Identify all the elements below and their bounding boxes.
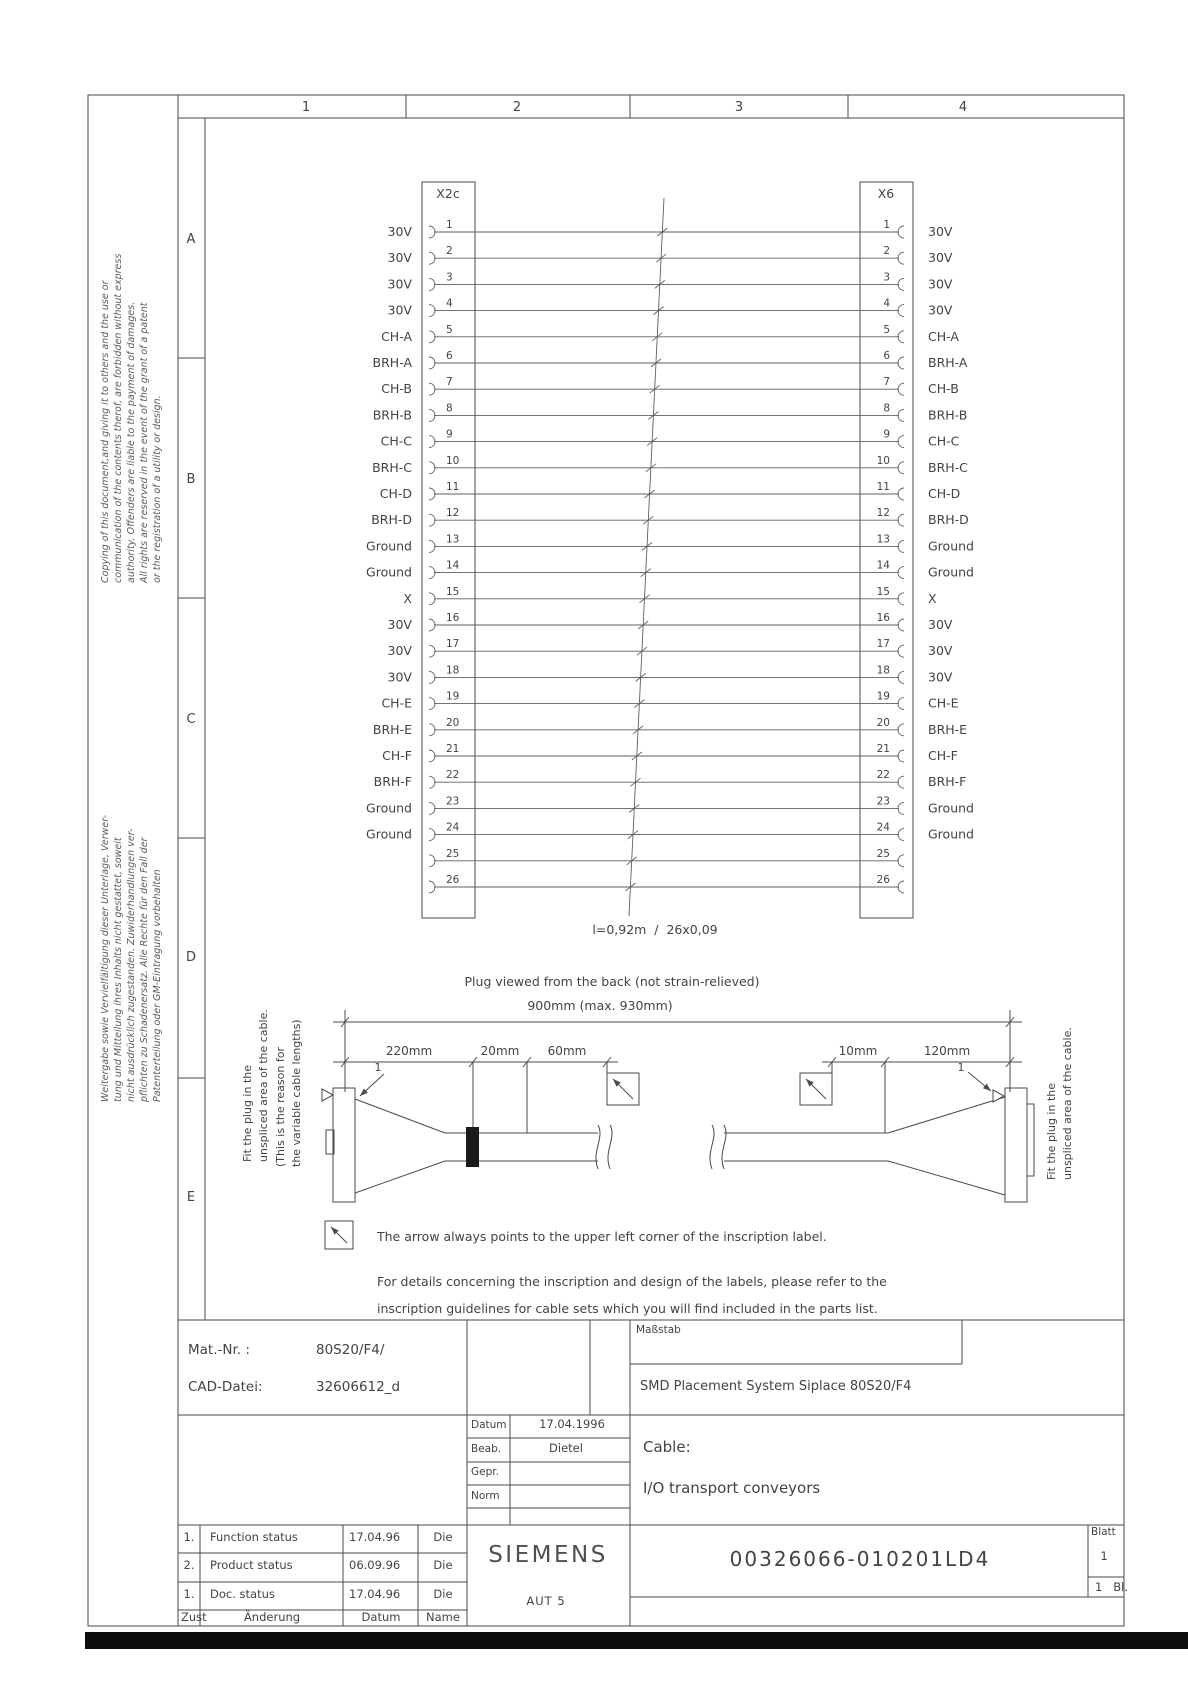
pin-row-7 — [381, 376, 959, 396]
pin-row-16 — [388, 612, 953, 632]
legal-line: All rights are reserved in the event of the grant of a patent — [139, 302, 150, 583]
revision-name: Die — [433, 1558, 453, 1572]
label-arrow-icon — [806, 1079, 826, 1099]
pin-number-right: 18 — [876, 664, 890, 677]
revision-date: 06.09.96 — [349, 1558, 401, 1572]
connector-name-x6: X6 — [877, 186, 895, 201]
connector-boxes — [422, 182, 913, 918]
dimension-label-120mm: 120mm — [923, 1044, 971, 1058]
side-note-line: Fit the plug in the — [241, 1064, 254, 1162]
pin-row-2 — [388, 245, 953, 265]
signal-label-right: BRH-A — [928, 355, 968, 370]
signal-label-left: X — [403, 590, 412, 606]
legal-line: Weitergabe sowie Vervielfältigung dieser Unterlage, Verwer- — [100, 814, 111, 1102]
pin-number-left: 18 — [446, 664, 460, 677]
field-label-beab: Beab. — [471, 1443, 502, 1455]
signal-label-left: Ground — [366, 800, 412, 816]
signal-label-left: Ground — [366, 826, 412, 842]
cable-marker-band — [466, 1127, 479, 1167]
revision-header-name: Name — [426, 1610, 460, 1624]
signal-label-right: BRH-B — [928, 407, 968, 423]
right-orientation-triangle-icon — [993, 1090, 1004, 1102]
pin-number-right: 5 — [883, 323, 890, 336]
signal-label-right: X — [928, 590, 937, 606]
grid-row-label: E — [186, 1190, 196, 1205]
legal-line: pflichten zu Schadenersatz. Alle Rechte für den Fall der — [139, 837, 150, 1102]
pin-number-right: 6 — [883, 350, 890, 362]
pin-row-3 — [388, 271, 953, 291]
signal-label-right: 30V — [928, 669, 953, 685]
dimensioning — [333, 1010, 1022, 1133]
field-value-beab: Dietel — [549, 1441, 583, 1455]
cable-break-squiggle — [710, 1125, 714, 1169]
side-note-line: the variable cable lengths) — [289, 1019, 303, 1167]
pin-number-left: 24 — [446, 821, 460, 834]
signal-label-left: CH-B — [381, 381, 412, 397]
plug-view-note: Plug viewed from the back (not strain-relieved) — [464, 974, 760, 989]
pin-number-right: 10 — [876, 454, 890, 467]
wire-spec-note: l=0,92m / 26x0,09 — [592, 922, 718, 937]
signal-label-right: Ground — [928, 800, 974, 816]
connector-x6-box — [860, 182, 913, 918]
pin-row-6 — [373, 350, 968, 370]
page-edge-bar — [85, 1632, 1188, 1649]
pin-row-17 — [388, 638, 953, 658]
pin-number-left: 3 — [446, 271, 453, 284]
side-note-left-reason — [273, 1019, 304, 1167]
mat-nr-value: 80S20/F4/ — [316, 1342, 385, 1358]
sheet-number: 1 — [1100, 1549, 1108, 1563]
left-position-leader — [360, 1074, 384, 1096]
signal-label-right: 30V — [928, 250, 953, 266]
signal-label-left: BRH-B — [372, 407, 412, 423]
signal-label-right: 30V — [928, 617, 953, 632]
pin-row-8 — [373, 402, 968, 422]
pin-number-left: 19 — [446, 690, 460, 703]
legal-line: authority. Offenders are liable to the payment of damages. — [126, 301, 137, 583]
grid-row-label: B — [186, 472, 196, 487]
pin-row-15 — [403, 586, 937, 606]
side-note-line: unspliced area of the cable. — [1060, 1027, 1074, 1180]
pin-row-24 — [366, 822, 974, 842]
revision-rev: 2. — [183, 1558, 195, 1572]
cable-break-squiggle — [596, 1125, 600, 1169]
signal-label-left: CH-A — [381, 328, 412, 344]
signal-label-left: 30V — [387, 302, 412, 318]
label-arrow-icon — [331, 1227, 347, 1243]
pin-number-right: 2 — [883, 245, 890, 258]
signal-label-right: CH-E — [928, 695, 959, 711]
system-title: SMD Placement System Siplace 80S20/F4 — [640, 1379, 912, 1394]
left-orientation-triangle-icon — [322, 1089, 333, 1101]
signal-label-right: CH-C — [928, 433, 960, 449]
signal-label-left: BRH-E — [372, 721, 412, 737]
sheet-total: 1 Bl. — [1095, 1580, 1129, 1594]
label-arrow-icon — [613, 1079, 633, 1099]
pin-number-left: 2 — [446, 245, 453, 258]
pin-number-left: 15 — [446, 585, 460, 598]
pin-number-left: 7 — [446, 376, 453, 389]
pin-number-left: 6 — [446, 350, 453, 362]
details-note-line1: For details concerning the inscription and design of the labels, please refer to the — [377, 1274, 887, 1289]
signal-label-left: 30V — [387, 669, 412, 685]
pin-number-left: 14 — [446, 559, 460, 572]
pin-row-18 — [388, 664, 953, 684]
pin-row-9 — [381, 429, 960, 449]
revision-header-zust: Zust — [181, 1610, 207, 1624]
pin-number-left: 1 — [446, 219, 453, 231]
dimension-label-60mm: 60mm — [547, 1044, 587, 1058]
pin-number-right: 24 — [876, 821, 890, 834]
pin-row-21 — [382, 743, 958, 763]
pin-number-left: 25 — [446, 847, 460, 860]
pin-number-right: 26 — [876, 874, 890, 886]
pin-number-left: 9 — [446, 428, 453, 441]
legal-notice-german — [99, 815, 164, 1102]
department-label: AUT 5 — [526, 1594, 566, 1608]
side-note-line: Fit the plug in the — [1045, 1082, 1058, 1180]
signal-label-right: CH-A — [928, 328, 959, 344]
pin-number-left: 20 — [446, 716, 460, 729]
signal-label-left: BRH-F — [373, 774, 412, 790]
pin-row-1 — [388, 219, 953, 239]
grid-column-label: 1 — [301, 100, 311, 115]
signal-label-right: 30V — [928, 276, 953, 292]
signal-label-left: BRH-D — [371, 512, 412, 528]
pin-number-left: 5 — [446, 323, 453, 336]
pin-number-left: 16 — [446, 612, 460, 624]
signal-label-left: 30V — [387, 276, 412, 292]
field-value-datum: 17.04.1996 — [539, 1417, 605, 1431]
signal-label-right: Ground — [928, 538, 974, 554]
signal-label-right: Ground — [928, 564, 974, 580]
position-marker-right: 1 — [957, 1061, 965, 1074]
signal-label-left: 30V — [387, 643, 412, 659]
signal-label-right: 30V — [928, 224, 953, 239]
pin-number-left: 4 — [446, 297, 453, 310]
pin-row-23 — [366, 795, 974, 815]
pin-number-right: 4 — [883, 297, 890, 310]
signal-label-right: Ground — [928, 826, 974, 842]
signal-label-left: Ground — [366, 538, 412, 554]
side-note-line: unspliced area of the cable. — [256, 1009, 270, 1162]
pin-number-right: 20 — [876, 716, 890, 729]
legal-line: Patenterteilung oder GM-Eintragung vorbehalten — [152, 869, 163, 1102]
scale-label: Maßstab — [636, 1324, 681, 1336]
revision-change: Function status — [210, 1530, 298, 1544]
pin-row-12 — [371, 507, 969, 527]
pin-number-right: 1 — [883, 219, 890, 231]
title-block-grid — [178, 1320, 1124, 1626]
pin-number-right: 3 — [883, 271, 890, 284]
pin-row-11 — [380, 481, 961, 501]
pin-number-right: 16 — [876, 612, 890, 624]
cad-file-value: 32606612_d — [316, 1379, 401, 1395]
connector-name-x2c: X2c — [436, 186, 460, 201]
cable-title: I/O transport conveyors — [643, 1479, 821, 1497]
legal-line: or the registration of a utility or design. — [152, 395, 163, 583]
side-note-line: (This is the reason for — [274, 1047, 287, 1167]
signal-label-right: CH-D — [928, 486, 961, 501]
pin-number-left: 13 — [446, 533, 460, 546]
cad-file-label: CAD-Datei: — [188, 1379, 263, 1395]
cable-drawing — [322, 1072, 1034, 1202]
revision-name: Die — [433, 1530, 453, 1544]
mat-nr-label: Mat.-Nr. : — [188, 1342, 250, 1358]
pin-number-right: 11 — [876, 481, 890, 493]
right-plug-body — [1005, 1088, 1027, 1202]
signal-label-right: CH-B — [928, 381, 959, 397]
pin-number-left: 10 — [446, 454, 460, 467]
signal-label-right: BRH-C — [928, 459, 968, 475]
pin-row-4 — [388, 298, 953, 318]
side-note-left-fit-plug — [240, 1009, 271, 1162]
pin-number-right: 9 — [883, 428, 890, 441]
signal-label-left: CH-F — [382, 748, 412, 763]
field-label-datum: Datum — [471, 1419, 507, 1431]
signal-label-left: 30V — [387, 224, 412, 239]
right-position-leader — [968, 1072, 991, 1091]
cable-break-squiggle — [722, 1125, 726, 1169]
company-logo: SIEMENS — [488, 1542, 608, 1568]
cable-label: Cable: — [643, 1438, 691, 1456]
pin-row-26 — [429, 874, 904, 893]
revision-change: Product status — [210, 1558, 293, 1572]
legal-line: communication of the contents therof, are forbidden without express — [113, 253, 124, 583]
position-marker-left: 1 — [374, 1061, 382, 1074]
pin-row-25 — [429, 848, 904, 867]
pin-row-5 — [381, 324, 959, 344]
legal-line: tung und Mitteilung ihres Inhalts nicht gestattet, soweit — [113, 837, 124, 1102]
signal-label-right: BRH-D — [928, 512, 969, 528]
pin-row-22 — [374, 769, 967, 789]
cable-break-squiggle — [608, 1125, 612, 1169]
pin-row-19 — [381, 691, 958, 711]
document-number: 00326066-010201LD4 — [729, 1547, 991, 1571]
pin-number-left: 17 — [446, 638, 460, 651]
pin-number-right: 13 — [876, 533, 890, 546]
signal-label-left: 30V — [387, 617, 412, 632]
signal-label-left: CH-D — [379, 486, 412, 501]
grid-row-label: A — [186, 232, 196, 247]
pin-number-right: 19 — [876, 690, 890, 703]
grid-row-label: C — [186, 712, 196, 727]
pin-number-right: 21 — [876, 743, 890, 755]
pin-number-right: 22 — [876, 769, 890, 782]
left-plug-body — [333, 1088, 355, 1202]
pin-row-10 — [372, 455, 968, 475]
signal-label-right: 30V — [928, 643, 953, 659]
grid-row-label: D — [185, 950, 197, 965]
pin-row-14 — [366, 560, 974, 580]
grid-column-label: 3 — [734, 100, 744, 115]
signal-label-right: BRH-E — [928, 721, 968, 737]
legal-line: Copying of this document,and giving it to others and the use or — [100, 280, 111, 583]
field-label-norm: Norm — [471, 1490, 500, 1502]
pin-number-left: 26 — [446, 874, 460, 886]
pin-row-20 — [373, 717, 967, 737]
dimension-label-10mm: 10mm — [838, 1044, 878, 1058]
legal-line: nicht ausdrücklich zugestanden. Zuwiderhandlungen ver- — [126, 828, 137, 1102]
signal-label-left: Ground — [366, 564, 412, 580]
revision-rev: 1. — [183, 1587, 195, 1601]
dimension-label-20mm: 20mm — [480, 1044, 520, 1058]
pin-rows — [366, 219, 974, 893]
signal-label-right: 30V — [928, 302, 953, 318]
pin-row-13 — [366, 533, 974, 553]
signal-label-left: BRH-C — [372, 459, 412, 475]
revision-date: 17.04.96 — [349, 1530, 401, 1544]
signal-label-left: CH-E — [381, 695, 412, 711]
pin-number-left: 22 — [446, 769, 460, 782]
revision-rev: 1. — [183, 1530, 195, 1544]
revision-change: Doc. status — [210, 1587, 275, 1601]
signal-label-left: CH-C — [380, 433, 412, 449]
pin-number-right: 8 — [883, 402, 890, 415]
arrow-note: The arrow always points to the upper left corner of the inscription label. — [377, 1229, 827, 1244]
field-label-gepr: Gepr. — [471, 1466, 499, 1478]
pin-number-right: 12 — [876, 507, 890, 520]
pin-number-right: 23 — [876, 795, 890, 808]
pin-number-left: 23 — [446, 795, 460, 808]
overall-dimension-label: 900mm (max. 930mm) — [527, 998, 673, 1013]
pin-number-left: 21 — [446, 743, 460, 755]
pin-number-left: 8 — [446, 402, 453, 415]
signal-label-left: 30V — [387, 250, 412, 266]
grid-column-label: 4 — [958, 100, 968, 115]
details-note-line2: inscription guidelines for cable sets which you will find included in the parts list. — [377, 1301, 878, 1316]
revision-date: 17.04.96 — [349, 1587, 401, 1601]
revision-header-aenderung: Änderung — [243, 1610, 301, 1624]
pin-number-right: 14 — [876, 559, 890, 572]
side-note-right-fit-plug — [1044, 1027, 1075, 1180]
dimension-label-220mm: 220mm — [385, 1044, 433, 1058]
pin-number-left: 12 — [446, 507, 460, 520]
pin-number-right: 7 — [883, 376, 890, 389]
revision-header-datum: Datum — [361, 1610, 401, 1624]
revision-name: Die — [433, 1587, 453, 1601]
signal-label-right: CH-F — [928, 748, 958, 763]
pin-number-right: 15 — [876, 585, 890, 598]
grid-column-label: 2 — [512, 100, 522, 115]
pin-number-right: 17 — [876, 638, 890, 651]
right-plug-latch — [1027, 1104, 1034, 1176]
signal-label-right: BRH-F — [928, 774, 967, 790]
signal-label-left: BRH-A — [372, 355, 412, 370]
sheet-label: Blatt — [1091, 1526, 1116, 1538]
connector-x2c-box — [422, 182, 475, 918]
cable-outline — [445, 1133, 888, 1161]
pin-number-right: 25 — [876, 847, 890, 860]
legal-notice-english — [99, 254, 164, 583]
pin-number-left: 11 — [446, 481, 460, 493]
